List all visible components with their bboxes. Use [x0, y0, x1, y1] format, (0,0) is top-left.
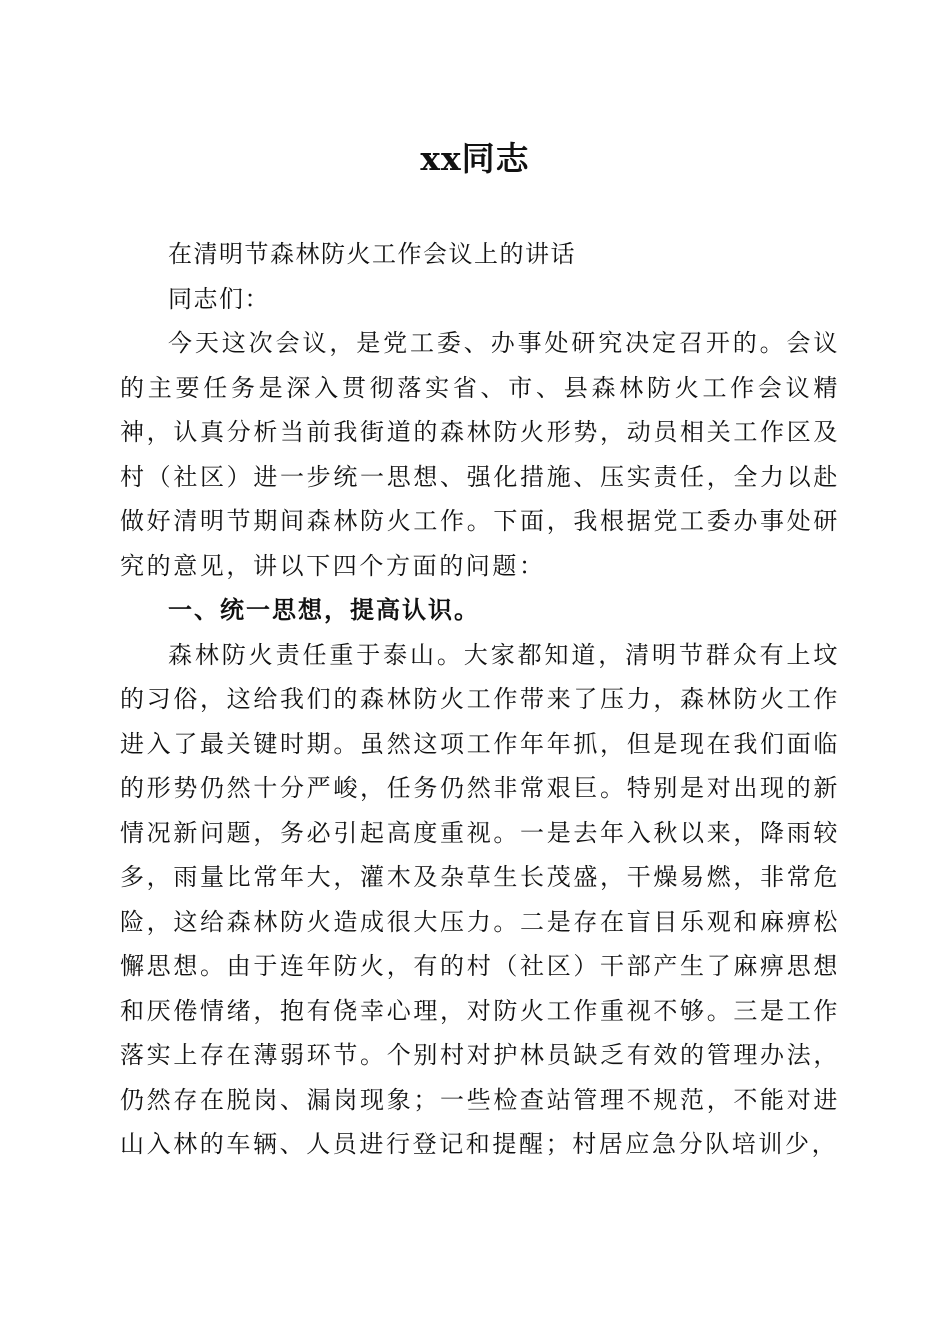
section-paragraph: 森林防火责任重于泰山。大家都知道，清明节群众有上坟的习俗，这给我们的森林防火工作带来了压力，森林防火工作进入了最关键时期。虽然这项工作年年抓，但是现在我们面临的形势仍然十分严峻，任务仍然非常艰巨。特别是对出现的新情况新问题，务必引起高度重视。一是去年入秋以来，降雨较多，雨量比常年大，灌木及杂草生长茂盛，干燥易燃，非常危险，这给森林防火造成很大压力。二是存在盲目乐观和麻痹松懈思想。由于连年防火，有的村（社区）干部产生了麻痹思想和厌倦情绪，抱有侥幸心理，对防火工作重视不够。三是工作落实上存在薄弱环节。个别村对护林员缺乏有效的管理办法，仍然存在脱岗、漏岗现象；一些检查站管理不规范，不能对进山入林的车辆、人员进行登记和提醒；村居应急分队培训少，	[120, 640, 840, 1158]
intro-paragraph: 今天这次会议，是党工委、办事处研究决定召开的。会议的主要任务是深入贯彻落实省、市、县森林防火工作会议精神，认真分析当前我街道的森林防火形势，动员相关工作区及村（社区）进一步统一思想、强化措施、压实责任，全力以赴做好清明节期间森林防火工作。下面，我根据党工委办事处研究的意见，讲以下四个方面的问题：	[120, 329, 840, 580]
document-body	[120, 232, 840, 1167]
speech-subtitle: 在清明节森林防火工作会议上的讲话	[168, 240, 576, 268]
section-heading: 一、统一思想，提高认识。	[168, 596, 480, 624]
salutation: 同志们：	[168, 284, 270, 313]
document-title: xx同志	[420, 139, 530, 178]
